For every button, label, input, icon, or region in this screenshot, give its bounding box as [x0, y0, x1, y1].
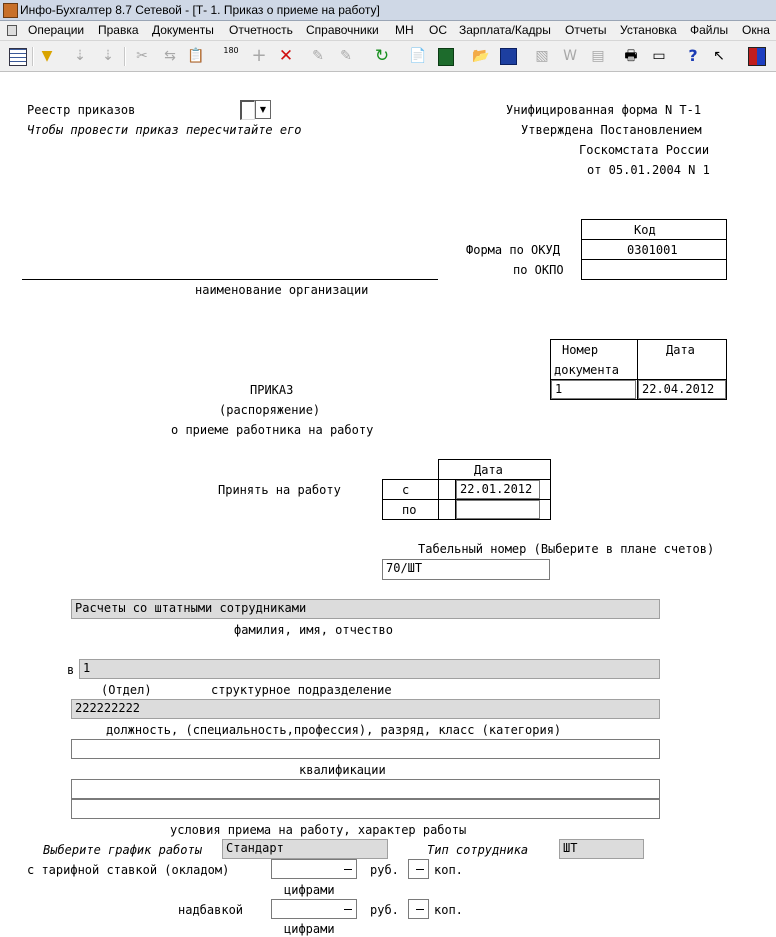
filter-icon[interactable]: ▼ — [41, 48, 53, 64]
okpo-value[interactable] — [582, 260, 726, 279]
qualification-input[interactable] — [71, 739, 660, 759]
menu-payroll[interactable]: Зарплата/Кадры — [459, 23, 551, 37]
hire-to-date-input[interactable] — [456, 500, 540, 519]
toolbar-separator — [124, 47, 126, 66]
doc-number-header-1: Номер — [562, 343, 599, 357]
menu-documents[interactable]: Документы — [152, 23, 214, 37]
employee-type-label: Тип сотрудника — [427, 843, 529, 857]
department-caption: структурное подразделение — [211, 683, 392, 697]
print-icon[interactable]: 🖶 — [624, 48, 638, 64]
system-menu-icon[interactable] — [7, 25, 17, 36]
tariff-rub-dash — [344, 869, 352, 870]
hire-from-date-input[interactable]: 22.01.2012 — [456, 480, 540, 499]
chart-icon[interactable]: W — [563, 48, 577, 64]
code-header: Код — [634, 223, 656, 237]
menu-os[interactable]: ОС — [429, 23, 447, 37]
sheet-counter-value: 180 — [223, 46, 239, 55]
position-input[interactable]: 222222222 — [71, 699, 660, 719]
okud-label: Форма по ОКУД — [466, 243, 560, 257]
unified-form-line4: от 05.01.2004 N 1 — [587, 163, 710, 177]
conditions-input-1[interactable] — [71, 779, 660, 799]
tariff-rub-label: руб. — [370, 863, 399, 877]
order-title: ПРИКАЗ — [250, 383, 294, 397]
menu-operations[interactable]: Операции — [28, 23, 85, 37]
open-folder-icon[interactable]: 📂 — [472, 48, 490, 64]
window-title: Инфо-Бухгалтер 8.7 Сетевой - [Т- 1. Приказ о приеме на работу] — [20, 3, 380, 17]
conditions-input-2[interactable] — [71, 799, 660, 819]
hire-date-header: Дата — [474, 463, 503, 477]
toolbar-separator — [32, 47, 34, 66]
hire-label: Принять на работу — [218, 483, 341, 497]
employee-name-caption: фамилия, имя, отчество — [234, 623, 393, 637]
order-description: о приеме работника на работу — [171, 423, 374, 437]
department-hint: (Отдел) — [101, 683, 152, 697]
toolbar — [0, 41, 776, 72]
menu-edit[interactable]: Правка — [98, 23, 139, 37]
edit-doc-icon[interactable]: ✎ — [340, 48, 352, 64]
department-input[interactable]: 1 — [79, 659, 660, 679]
delete-icon[interactable]: ✕ — [278, 46, 294, 66]
document-icon[interactable]: 📄 — [409, 48, 427, 64]
menu-settings[interactable]: Установка — [620, 23, 677, 37]
menu-reporting[interactable]: Отчетность — [229, 23, 293, 37]
registry-select[interactable] — [240, 100, 255, 120]
refresh-icon[interactable]: ↻ — [374, 46, 390, 66]
schedule-label: Выберите график работы — [43, 843, 202, 857]
paste-icon[interactable]: 📋 — [187, 48, 205, 64]
registry-label: Реестр приказов — [27, 103, 136, 117]
menu-directories[interactable]: Справочники — [306, 23, 379, 37]
registry-dropdown-button[interactable]: ▼ — [255, 100, 271, 119]
tab-number-input[interactable]: 70/ШТ — [382, 559, 550, 580]
preview-icon[interactable]: ▭ — [652, 48, 666, 64]
tariff-kop-label: коп. — [434, 863, 463, 877]
unified-form-line3: Госкомстата России — [579, 143, 710, 157]
from-label: с — [402, 483, 410, 497]
code-table-divider — [581, 239, 727, 240]
menu-bar — [0, 21, 776, 41]
position-caption: должность, (специальность,профессия), разряд, класс (категория) — [106, 723, 562, 737]
bonus-rub-dash — [344, 909, 352, 910]
conditions-caption: условия приема на работу, характер работы — [170, 823, 467, 837]
dept-prefix: в — [67, 663, 75, 677]
sort-asc-icon[interactable]: ⇣ — [74, 48, 86, 64]
bonus-digits-caption: цифрами — [284, 922, 335, 936]
okpo-label: по ОКПО — [513, 263, 564, 277]
title-bar — [0, 0, 776, 21]
tariff-digits-caption: цифрами — [284, 883, 335, 897]
menu-windows[interactable]: Окна — [742, 23, 770, 37]
bonus-label: надбавкой — [178, 903, 244, 917]
book-icon[interactable] — [748, 47, 766, 66]
recalc-hint: Чтобы провести приказ пересчитайте его — [27, 123, 302, 137]
calculator-icon[interactable] — [438, 48, 454, 66]
report-icon[interactable]: ▤ — [591, 48, 605, 64]
add-icon[interactable]: + — [251, 45, 267, 66]
okud-value: 0301001 — [627, 243, 678, 257]
employee-type-input[interactable]: ШТ — [559, 839, 644, 859]
doc-number-input[interactable]: 1 — [551, 380, 636, 399]
schedule-input[interactable]: Стандарт — [222, 839, 388, 859]
tariff-kop-dash — [416, 869, 424, 870]
image-icon[interactable]: ▧ — [535, 48, 549, 64]
cut-icon[interactable]: ✂ — [136, 48, 148, 64]
sheet-counter-icon[interactable] — [221, 46, 241, 66]
employee-name-input[interactable]: Расчеты со штатными сотрудниками — [71, 599, 660, 619]
order-subtitle: (распоряжение) — [219, 403, 321, 417]
doc-date-header: Дата — [666, 343, 695, 357]
tariff-label: с тарифной ставкой (окладом) — [27, 863, 230, 877]
menu-mn[interactable]: МН — [395, 23, 414, 37]
move-icon[interactable]: ⇆ — [164, 48, 176, 64]
bonus-rub-label: руб. — [370, 903, 399, 917]
save-icon[interactable] — [500, 48, 517, 65]
help-icon[interactable]: ? — [688, 46, 698, 65]
menu-reports[interactable]: Отчеты — [565, 23, 607, 37]
grid-view-icon[interactable] — [9, 48, 27, 66]
unified-form-line1: Унифицированная форма N Т-1 — [506, 103, 702, 117]
to-label: по — [402, 503, 417, 517]
sort-desc-icon[interactable]: ⇣ — [102, 48, 114, 64]
bonus-kop-label: коп. — [434, 903, 463, 917]
organization-line[interactable] — [22, 279, 438, 280]
bonus-kop-dash — [416, 909, 424, 910]
unified-form-line2: Утверждена Постановлением — [521, 123, 702, 137]
organization-caption: наименование организации — [195, 283, 369, 297]
tab-number-label: Табельный номер (Выберите в плане счетов) — [418, 542, 715, 556]
menu-files[interactable]: Файлы — [690, 23, 729, 37]
doc-number-header-2: документа — [554, 363, 620, 377]
qualification-caption: квалификации — [299, 763, 386, 777]
context-help-icon[interactable]: ↖ — [713, 48, 725, 64]
doc-date-input[interactable]: 22.04.2012 — [638, 380, 726, 399]
app-icon — [3, 3, 18, 18]
pen-icon[interactable]: ✎ — [312, 48, 324, 64]
